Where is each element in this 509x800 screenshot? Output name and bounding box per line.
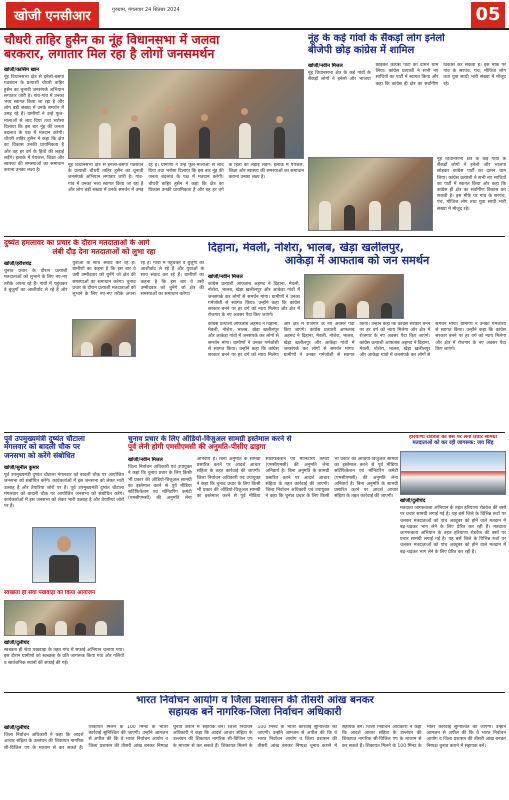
- story8-photo: [4, 600, 124, 636]
- newspaper-name: खोजी एनसीआर: [6, 2, 99, 28]
- story1-headline: चौधरी ताहिर हुसैन का नूंह विधानसभा में जलवा बरकरार, लगातार मिल रहा है लोगों जनसमर्थन: [4, 33, 220, 62]
- story8-headline: स्वच्छता ही सेवा पखवाड़ा का किया आयोजन: [4, 590, 95, 596]
- story-tahir-hussain: [4, 33, 304, 233]
- story4-body-cont: कांग्रेस प्रत्याशी आफताब अहमद ने दिहाना, मेवली, नोशेरा, भालब, खेड़ा खलीलपुर और आकेड़ा गांवों में जनसंपर्क कर लोगों से समर्थन मांगा। ग्रामीणों ने उनका गर्मजोशी से स्वागत किया। उन्होंने कहा कि कांग्रेस सरकार बनने पर हर वर्ग को न्याय मिलेगा और क्षेत्र में रोजगार के नए अवसर पैदा किए जाएंगे। कांग्रेस प्रत्याशी आफताब अहमद ने दिहाना, मेवली, नोशेरा, भालब, खेड़ा खलीलपुर और आकेड़ा गांवों में जनसंपर्क कर लोगों से समर्थन मांगा। ग्रामीणों ने उनका गर्मजोशी से स्वागत किया। उन्होंने कहा कि कांग्रेस सरकार बनने पर हर वर्ग को न्याय मिलेगा और क्षेत्र में रोजगार के नए अवसर पैदा किए जाएंगे। कांग्रेस प्रत्याशी आफताब अहमद ने दिहाना, मेवली, नोशेरा, भालब, खेड़ा खलीलपुर और आकेड़ा गांवों में जनसंपर्क कर लोगों से समर्थन मांगा। ग्रामीणों ने उनका गर्मजोशी से स्वागत किया। उन्होंने कहा कि कांग्रेस सरकार बनने पर हर वर्ग को न्याय मिलेगा और क्षेत्र में रोजगार के नए अवसर पैदा किए जाएंगे।: [208, 322, 506, 359]
- story1-body-cont: नूंह विधानसभा क्षेत्र से इनेलो-बसपा गठबंधन के प्रत्याशी चौधरी ताहिर हुसैन का चुनावी जनसंपर्क अभियान लगातार जारी है। गांव-गांव में उनका भव्य स्वागत किया जा रहा है और लोग बड़ी संख्या में उनके समर्थन में उमड़ रहे हैं। ग्रामीणों ने उन्हें फूल-मालाओं से लाद दिया तथा भरोसा दिलाया कि इस बार नूंह की जनता बदलाव के पक्ष में मतदान करेगी। चौधरी ताहिर हुसैन ने कहा कि क्षेत्र का विकास उनकी प्राथमिकता है और वह हर वर्ग के हितों की लड़ाई लड़ेंगे। इलाके में पेयजल, शिक्षा और स्वास्थ्य की समस्याओं का समाधान कराना उनका लक्ष्य है।: [68, 163, 304, 193]
- story-roadways-buses: [400, 435, 506, 600]
- story7-body: खोजी/दुलीचंद मतदाता जागरूकता अभियान के तहत हरियाणा रोडवेज की बसों पर प्रचार सामग्री लगाई गई है। यह बसें जिले के विभिन्न रूटों पर चलकर मतदाताओं को पांच अक्टूबर को होने वाले मतदान में बढ़-चढ़कर भाग लेने के लिए प्रेरित कर रही हैं। मतदाता जागरूकता अभियान के तहत हरियाणा रोडवेज की बसों पर प्रचार सामग्री लगाई गई है। यह बसें जिले के विभिन्न रूटों पर चलकर मतदाताओं को पांच अक्टूबर को होने वाले मतदान में बढ़-चढ़कर भाग लेने के लिए प्रेरित कर रही हैं।: [400, 498, 506, 555]
- story-aftab-support: [208, 242, 506, 432]
- story8-body: खोजी/दुलीचंद स्वच्छता ही सेवा पखवाड़ा के तहत गांव में सफाई अभियान चलाया गया। इस दौरान ग्रामीणों को स्वच्छता के प्रति जागरूक किया गया और गलियों व सार्वजनिक स्थानों की सफाई की गई।: [4, 640, 124, 666]
- story-congress-joining: [308, 33, 506, 233]
- story6-headline: चुनाव प्रचार के लिए ऑडियो-विजुअल सामग्री इस्तेमाल करने से पूर्व लेनी होगी एमसीएमसी की अनुमति-पीसीए ढाइगा: [128, 435, 292, 452]
- story7-headline: हरियाणा रोडवेज की बसें पर लगी प्रचार सामग्री मतदाताओं को कर रही जागरूक: जय सिंह: [409, 435, 497, 446]
- story2-photo: [308, 157, 433, 231]
- story5-photo: [32, 527, 96, 583]
- story5-body: खोजी/सुनील कुमार पूर्व उपमुख्यमंत्री दुष्यंत चौटाला मंगलवार को बादली चौक पर आयोजित जनसभा को संबोधित करेंगे। कार्यकर्ताओं में इस जनसभा को लेकर भारी उत्साह है और तैयारियां जोरों पर हैं। पूर्व उपमुख्यमंत्री दुष्यंत चौटाला मंगलवार को बादली चौक पर आयोजित जनसभा को संबोधित करेंगे। कार्यकर्ताओं में इस जनसभा को लेकर भारी उत्साह है और तैयारियां जोरों पर हैं।: [4, 465, 124, 510]
- issue-meta: गुरुग्राम, मंगलवार 24 सितंबर 2024: [112, 7, 180, 13]
- story-badli-rally: [4, 435, 124, 585]
- story4-headline: दिहाना, मेवली, नोशेरा, भालब, खेड़ा खलीलपुर, आकेड़ा में आफताब को जन समर्थन: [208, 242, 430, 267]
- story1-body: खोजी/कासिम खान नूंह विधानसभा क्षेत्र से इनेलो-बसपा गठबंधन के प्रत्याशी चौधरी ताहिर हुसैन का चुनावी जनसंपर्क अभियान लगातार जारी है। गांव-गांव में उनका भव्य स्वागत किया जा रहा है और लोग बड़ी संख्या में उनके समर्थन में उमड़ रहे हैं। ग्रामीणों ने उन्हें फूल-मालाओं से लाद दिया तथा भरोसा दिलाया कि इस बार नूंह की जनता बदलाव के पक्ष में मतदान करेगी। चौधरी ताहिर हुसैन ने कहा कि क्षेत्र का विकास उनकी प्राथमिकता है और वह हर वर्ग के हितों की लड़ाई लड़ेंगे। इलाके में पेयजल, शिक्षा और स्वास्थ्य की समस्याओं का समाधान कराना उनका लक्ष्य है।: [4, 67, 64, 174]
- story3-body: खोजी/हरीशचंद्र चुनाव प्रचार के दौरान प्रत्याशी मतदाताओं को लुभाने के लिए नए-नए तरीके अपना रहे हैं। गांवों में पहुंचकर वे बुजुर्गों का आशीर्वाद ले रहे हैं और युवाओं के साथ संवाद कर रहे हैं। ग्रामीणों का कहना है कि इस बार वे उसी उम्मीदवार को चुनेंगे जो क्षेत्र की समस्याओं का समाधान करेगा। चुनाव प्रचार के दौरान प्रत्याशी मतदाताओं को लुभाने के लिए नए-नए तरीके अपना रहे हैं। गांवों में पहुंचकर वे बुजुर्गों का आशीर्वाद ले रहे हैं और युवाओं के साथ संवाद कर रहे हैं। ग्रामीणों का कहना है कि इस बार वे उसी उम्मीदवार को चुनेंगे जो क्षेत्र की समस्याओं का समाधान करेगा।: [4, 261, 204, 298]
- story4-body: खोजी/नवीन मित्तल कांग्रेस प्रत्याशी आफताब अहमद ने दिहाना, मेवली, नोशेरा, भालब, खेड़ा खलीलपुर और आकेड़ा गांवों में जनसंपर्क कर लोगों से समर्थन मांगा। ग्रामीणों ने उनका गर्मजोशी से स्वागत किया। उन्होंने कहा कि कांग्रेस सरकार बनने पर हर वर्ग को न्याय मिलेगा और क्षेत्र में रोजगार के नए अवसर पैदा किए जाएंगे।: [208, 274, 300, 319]
- story-third-eye: [4, 695, 506, 798]
- story9-body: खोजी/दुलीचंद जिला निर्वाचन अधिकारी ने कहा कि आदर्श आचार संहिता के उल्लंघन की शिकायत नागरिक सी-विजिल एप के माध्यम से कर सकते हैं। शिकायत मिलने के 100 मिनट के भीतर कार्रवाई सुनिश्चित की जाएगी। उन्होंने आमजन से अपील की कि वे भारत निर्वाचन आयोग व जिला प्रशासन की तीसरी आंख बनकर निष्पक्ष चुनाव कराने में सहायक बनें। जिला निर्वाचन अधिकारी ने कहा कि आदर्श आचार संहिता के उल्लंघन की शिकायत नागरिक सी-विजिल एप के माध्यम से कर सकते हैं। शिकायत मिलने के 100 मिनट के भीतर कार्रवाई सुनिश्चित की जाएगी। उन्होंने आमजन से अपील की कि वे भारत निर्वाचन आयोग व जिला प्रशासन की तीसरी आंख बनकर निष्पक्ष चुनाव कराने में सहायक बनें। जिला निर्वाचन अधिकारी ने कहा कि आदर्श आचार संहिता के उल्लंघन की शिकायत नागरिक सी-विजिल एप के माध्यम से कर सकते हैं। शिकायत मिलने के 100 मिनट के भीतर कार्रवाई सुनिश्चित की जाएगी। उन्होंने आमजन से अपील की कि वे भारत निर्वाचन आयोग व जिला प्रशासन की तीसरी आंख बनकर निष्पक्ष चुनाव कराने में सहायक बनें।: [4, 725, 506, 751]
- story-mcmc-permission: [128, 435, 398, 635]
- story2-body: खोजी/नवीन मित्तल नूंह विधानसभा क्षेत्र के कई गांवों के सैंकड़ों लोगों ने इनेलो और भाजपा छोड़कर कांग्रेस पार्टी का दामन थाम लिया। कांग्रेस प्रत्याशी ने सभी नए साथियों का पार्टी में स्वागत किया और कहा कि कांग्रेस ही क्षेत्र का सर्वांगीण विकास कर सकती है। इस मौके पर गांव के सरपंच, पंच, मौजिज लोग तथा युवा साथी भारी संख्या में मौजूद रहे।: [308, 63, 506, 87]
- masthead: [0, 0, 509, 30]
- story2-headline: नूंह के कई गांवों के सैंकड़ों लोग इनेलो बीजेपी छोड़ कांग्रेस में शामिल: [308, 33, 445, 56]
- story-dushyant-campaign: [4, 239, 204, 429]
- story6-body: खोजी/नवीन मित्तल जिला निर्वाचन अधिकारी एवं उपायुक्त ने कहा कि चुनाव प्रचार के लिए किसी भी प्रकार की ऑडियो-विजुअल सामग्री का इस्तेमाल करने से पूर्व मीडिया सर्टिफिकेशन एवं मॉनिटरिंग कमेटी (एमसीएमसी) की अनुमति लेना अनिवार्य है। बिना अनुमति के सामग्री प्रसारित करने पर आदर्श आचार संहिता के तहत कार्रवाई की जाएगी। जिला निर्वाचन अधिकारी एवं उपायुक्त ने कहा कि चुनाव प्रचार के लिए किसी भी प्रकार की ऑडियो-विजुअल सामग्री का इस्तेमाल करने से पूर्व मीडिया सर्टिफिकेशन एवं मॉनिटरिंग कमेटी (एमसीएमसी) की अनुमति लेना अनिवार्य है। बिना अनुमति के सामग्री प्रसारित करने पर आदर्श आचार संहिता के तहत कार्रवाई की जाएगी। जिला निर्वाचन अधिकारी एवं उपायुक्त ने कहा कि चुनाव प्रचार के लिए किसी भी प्रकार की ऑडियो-विजुअल सामग्री का इस्तेमाल करने से पूर्व मीडिया सर्टिफिकेशन एवं मॉनिटरिंग कमेटी (एमसीएमसी) की अनुमति लेना अनिवार्य है। बिना अनुमति के सामग्री प्रसारित करने पर आदर्श आचार संहिता के तहत कार्रवाई की जाएगी।: [128, 457, 398, 502]
- story3-headline: दुष्यंत हमलावर का प्रचार के दौरान मतदाताओं के आगे लंबी दौड़ देना मतदाताओं को लुभा रहा: [4, 239, 156, 256]
- story2-body-cont: नूंह विधानसभा क्षेत्र के कई गांवों के सैंकड़ों लोगों ने इनेलो और भाजपा छोड़कर कांग्रेस पार्टी का दामन थाम लिया। कांग्रेस प्रत्याशी ने सभी नए साथियों का पार्टी में स्वागत किया और कहा कि कांग्रेस ही क्षेत्र का सर्वांगीण विकास कर सकती है। इस मौके पर गांव के सरपंच, पंच, मौजिज लोग तथा युवा साथी भारी संख्या में मौजूद रहे।: [437, 157, 506, 212]
- story1-photo: [68, 69, 304, 159]
- story4-photo: [304, 274, 404, 319]
- story3-photo: [72, 319, 136, 357]
- story7-bus-photo: [400, 451, 506, 495]
- story5-headline: पूर्व उपमुख्यमंत्री दुष्यंत चौटाला मंगलवार को बादली चौक पर जनसभा को करेंगे संबोधित: [4, 435, 85, 460]
- page-number: 05: [471, 2, 505, 28]
- story9-headline: भारत निर्वाचन आयोग व जिला प्रशासन की तीसरी आंख बनकर सहायक बनें नागरिक-जिला निर्वाचन अधिकारी: [136, 695, 374, 718]
- story-swachhata: [4, 590, 124, 690]
